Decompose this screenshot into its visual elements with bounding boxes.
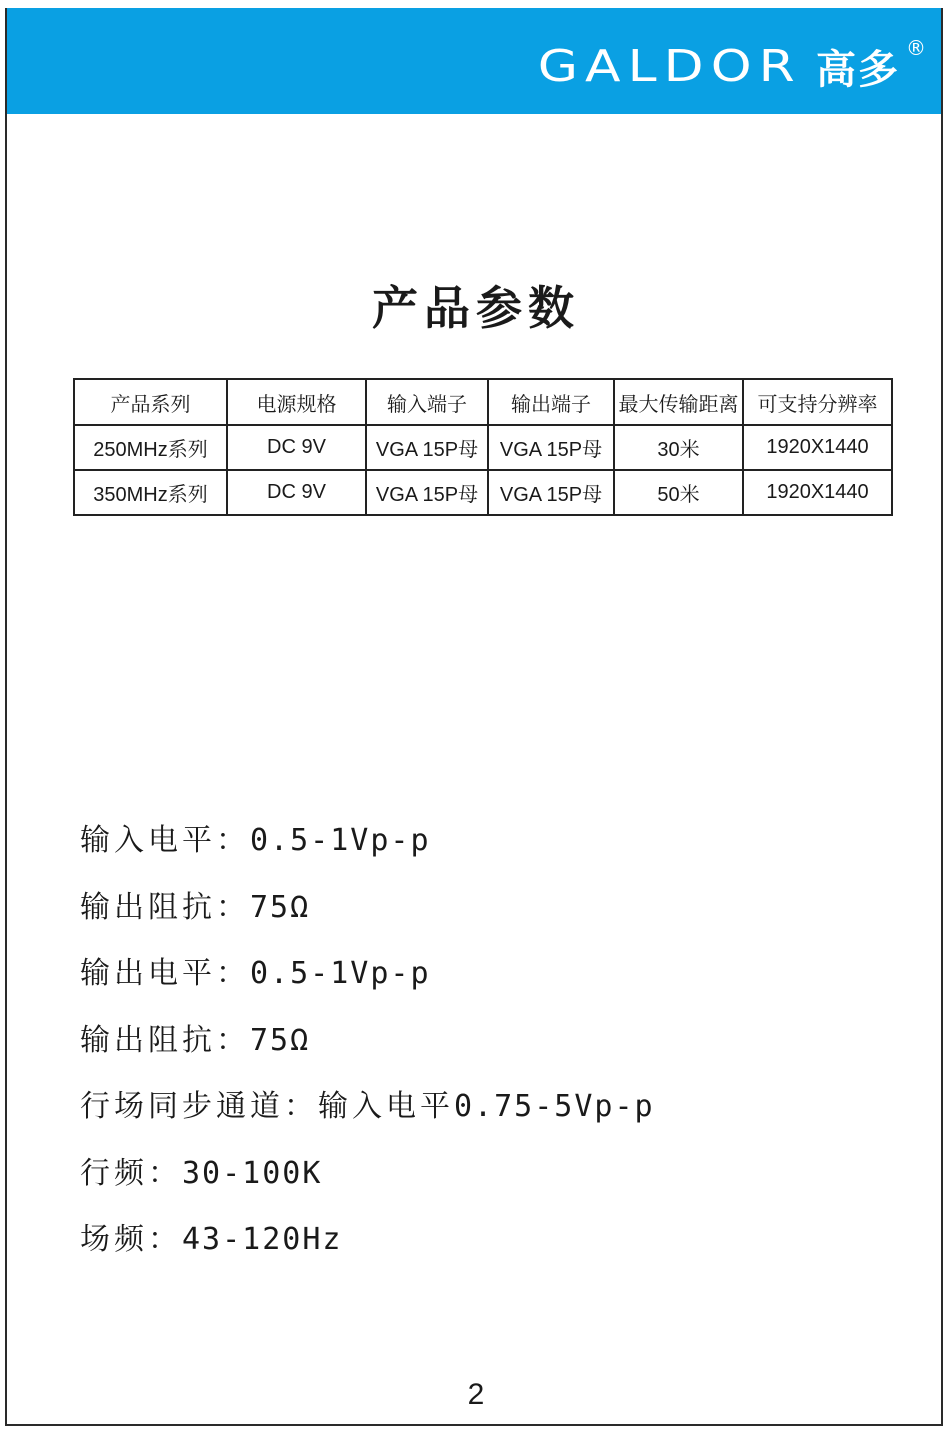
table-cell: DC 9V	[227, 470, 366, 515]
param-vertical-frequency: 场频：43-120Hz	[80, 1222, 343, 1257]
param-output-impedance: 输出阻抗：75Ω	[80, 889, 311, 925]
table-header-row	[74, 379, 892, 425]
table-cell: DC 9V	[227, 425, 366, 470]
table-row	[74, 425, 892, 470]
header-power: 电源规格	[227, 379, 366, 425]
header-resolution: 可支持分辨率	[743, 379, 892, 425]
table-cell: 50米	[614, 470, 743, 515]
table-cell: 1920X1440	[743, 470, 892, 515]
header-output: 输出端子	[488, 379, 614, 425]
table-cell: VGA 15P母	[488, 425, 614, 470]
brand-logo	[537, 40, 900, 93]
brand-latin-wordmark: GALDOR	[537, 40, 802, 92]
param-sync-channel: 行场同步通道：输入电平0.75-5Vp-p	[80, 1089, 655, 1124]
header-series: 产品系列	[74, 379, 227, 425]
header-input: 输入端子	[366, 379, 488, 425]
table-cell: VGA 15P母	[366, 425, 488, 470]
registered-mark-icon: ®	[906, 36, 926, 60]
brand-cjk-wordmark: 高多	[816, 46, 900, 93]
param-output-level: 输出电平：0.5-1Vp-p	[80, 956, 431, 991]
parameter-list	[80, 816, 655, 1282]
page-number: 2	[467, 1378, 485, 1411]
param-input-level: 输入电平：0.5-1Vp-p	[80, 823, 431, 858]
page-title: 产品参数	[372, 281, 580, 335]
table-row	[74, 470, 892, 515]
table-cell: 1920X1440	[743, 425, 892, 470]
header-max-distance: 最大传输距离	[614, 379, 743, 425]
param-output-impedance: 输出阻抗：75Ω	[80, 1022, 311, 1058]
table-cell: 350MHz系列	[74, 470, 227, 515]
table-cell: 250MHz系列	[74, 425, 227, 470]
table-cell: 30米	[614, 425, 743, 470]
spec-table	[73, 378, 893, 516]
param-horizontal-frequency: 行频：30-100K	[80, 1155, 323, 1191]
table-cell: VGA 15P母	[488, 470, 614, 515]
table-cell: VGA 15P母	[366, 470, 488, 515]
